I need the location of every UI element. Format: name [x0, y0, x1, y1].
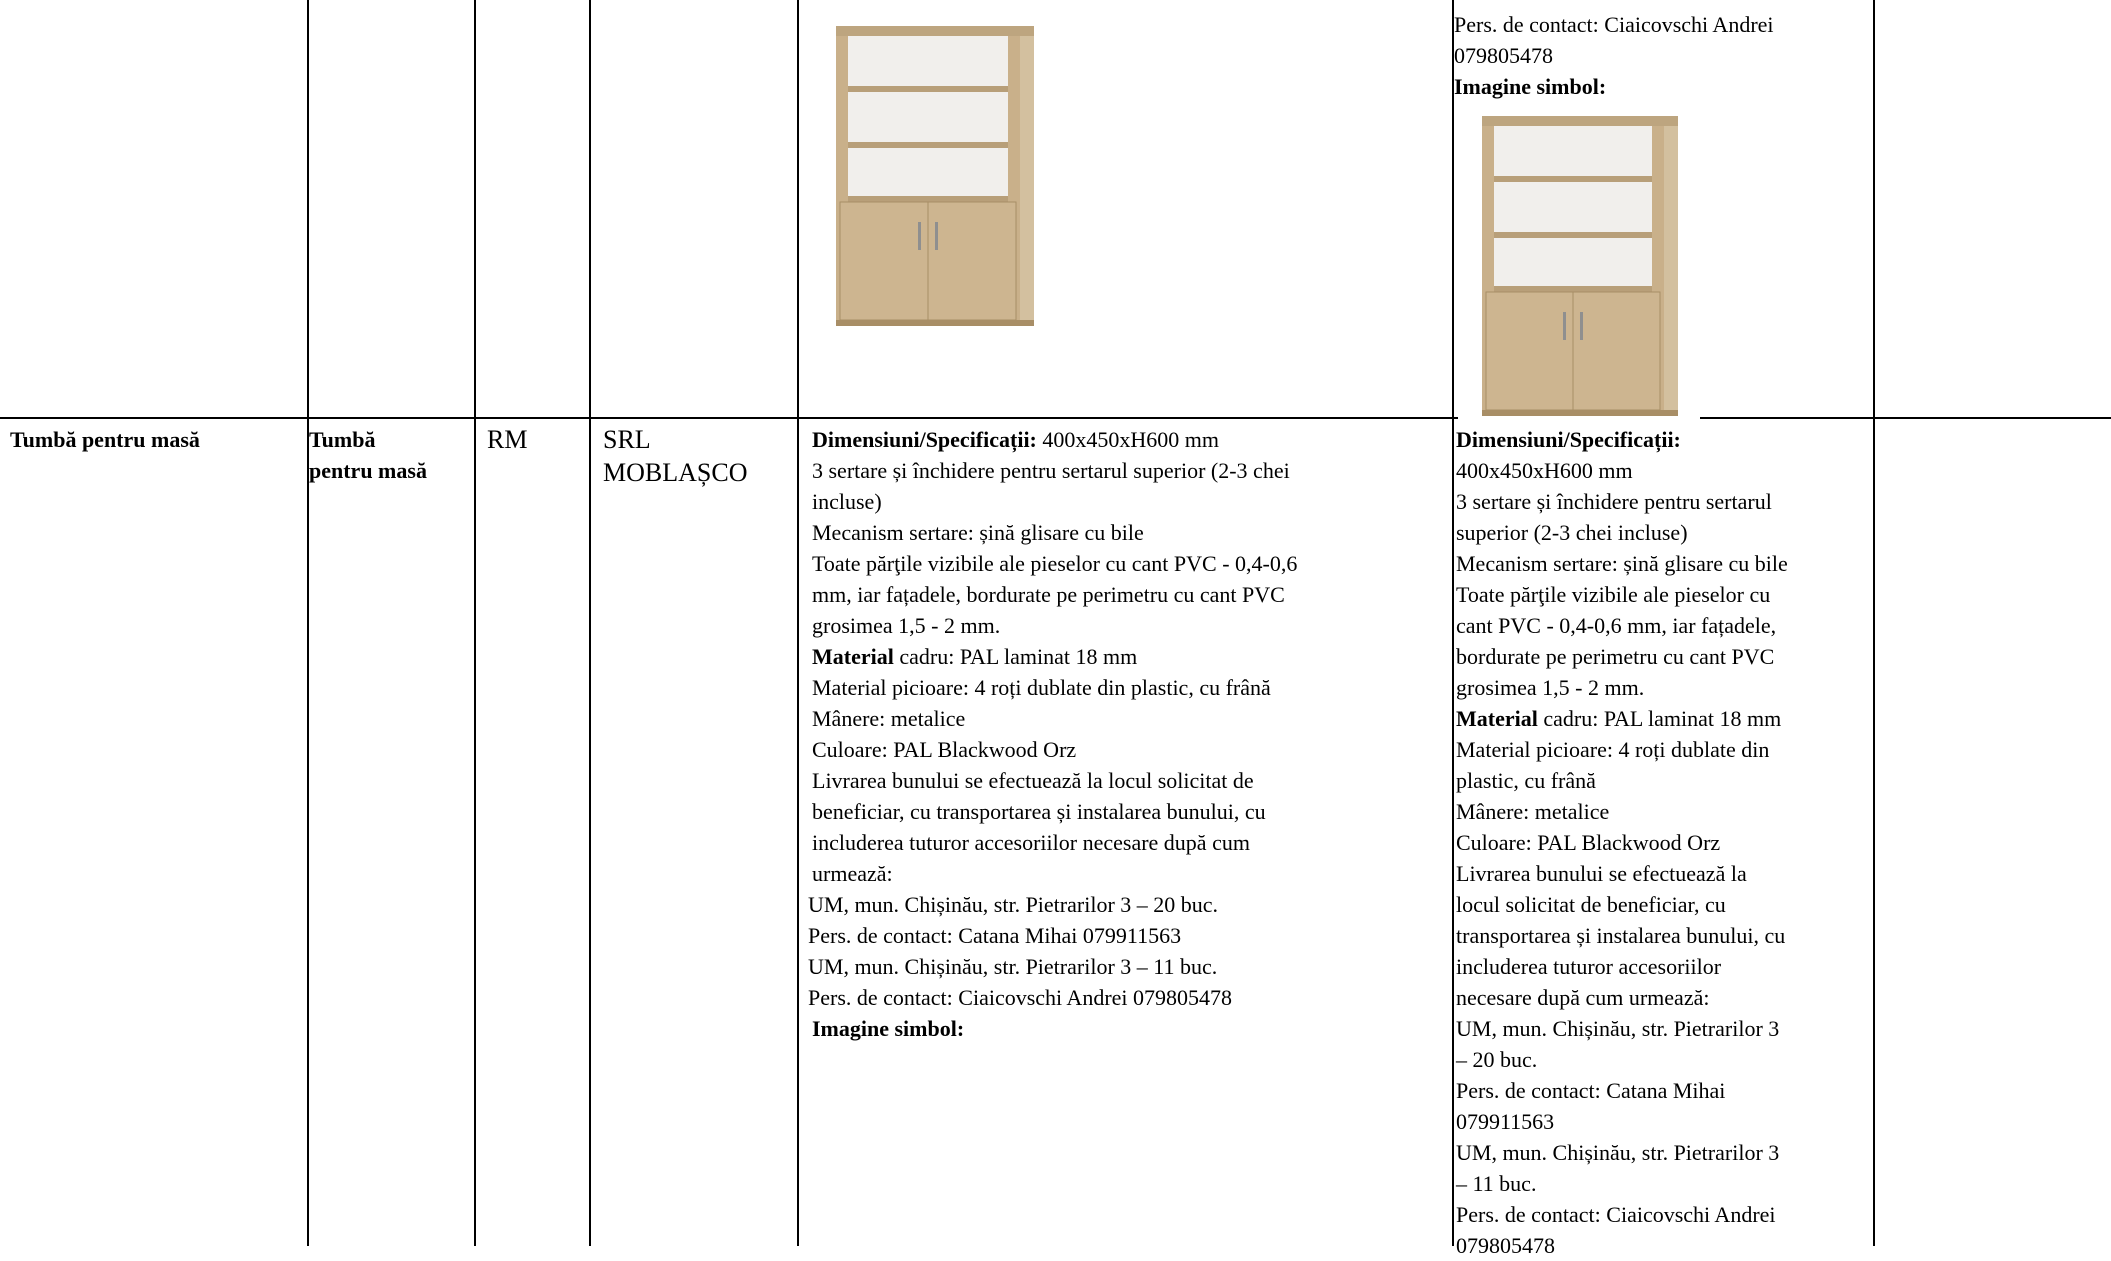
- column-divider: [797, 0, 799, 1246]
- material-line: Material cadru: PAL laminat 18 mm: [1456, 706, 1782, 731]
- country-code: RM: [487, 425, 528, 454]
- specification-required: Dimensiuni/Specificații: 400x450xH600 mm 3 sertare și închidere pentru sertarul superior (2-3 chei incluse) Mecanism sertare: șină glisare cu bile Toate părţile vizibile ale pieselor cu cant PVC - 0,4-0,6 mm, iar fațadele, bordurate pe perimetru cu cant PVC grosimea 1,5 - 2 mm. Material cadru: PAL laminat 18 mm Material picioare: 4 roți dublate din plastic, cu frână Mânere: metalice Culoare: PAL Blackwood Orz Livrarea bunului se efectuează la locul solicitat de beneficiar, cu transportarea și instalarea bunului, cu includerea tuturor accesoriilor necesare după cum urmează: UM, mun. Chișinău, str. Pietrarilor 3 – 20 buc. Pers. de contact: Catana Mihai 079911563 UM, mun. Chișinău, str. Pietrarilor 3 – 11 buc. Pers. de contact: Ciaicovschi Andrei 079805478: [1456, 424, 1871, 1261]
- contact-line: Pers. de contact: Ciaicovschi Andrei: [1454, 12, 1774, 37]
- row-divider: [0, 417, 2111, 419]
- spec-line: Dimensiuni/Specificații: 400x450xH600 mm: [812, 427, 1220, 452]
- product-name-short: Tumbă pentru masă: [309, 427, 427, 483]
- cabinet-image: [812, 12, 1056, 330]
- image-label: Imagine simbol:: [812, 1016, 965, 1041]
- image-label: Imagine simbol:: [1454, 74, 1607, 99]
- material-line: Material cadru: PAL laminat 18 mm: [812, 644, 1138, 669]
- column-divider: [307, 0, 309, 1246]
- row1-col6-cell: [1454, 9, 1872, 102]
- column-divider: [589, 0, 591, 1246]
- supplier-name: SRL MOBLAȘCO: [603, 425, 748, 487]
- product-name: Tumbă pentru masă: [10, 427, 200, 452]
- cabinet-image: [1458, 102, 1700, 420]
- contact-phone: 079805478: [1454, 43, 1553, 68]
- column-divider: [474, 0, 476, 1246]
- specification-offered: Dimensiuni/Specificații: 400x450xH600 mm 3 sertare și închidere pentru sertarul superior (2-3 chei incluse) Mecanism sertare: șină glisare cu bile Toate părţile vizibile ale pieselor cu cant PVC - 0,4-0,6 mm, iar fațadele, bordurate pe perimetru cu cant PVC grosimea 1,5 - 2 mm. Material cadru: PAL laminat 18 mm Material picioare: 4 roți dublate din plastic, cu frână Mânere: metalice Culoare: PAL Blackwood Orz Livrarea bunului se efectuează la locul solicitat de beneficiar, cu transportarea și instalarea bunului, cu includerea tuturor accesoriilor necesare după cum urmează: UM, mun. Chișinău, str. Pietrarilor 3 – 20 buc. Pers. de contact: Catana Mihai 079911563 UM, mun. Chișinău, str. Pietrarilor 3 – 11 buc. Pers. de contact: Ciaicovschi Andrei 079805478 Imagine simbol:: [812, 424, 1450, 1044]
- column-divider: [1452, 0, 1454, 1246]
- column-divider: [1873, 0, 1875, 1246]
